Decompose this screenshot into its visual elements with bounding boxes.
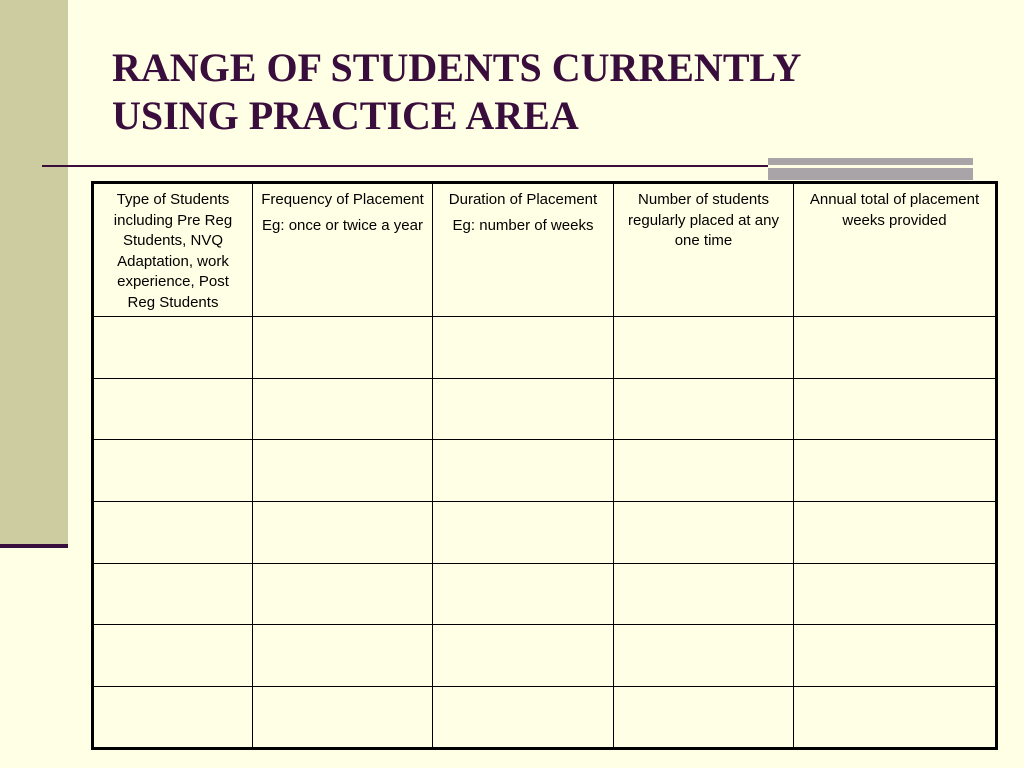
table-cell[interactable] (433, 687, 614, 749)
table-cell[interactable] (614, 317, 794, 379)
table-row (93, 378, 997, 440)
table-cell[interactable] (253, 687, 433, 749)
table-cell[interactable] (253, 317, 433, 379)
table-row (93, 625, 997, 687)
header-student-count (614, 183, 794, 317)
placement-table (91, 181, 998, 750)
header-annual-weeks (794, 183, 997, 317)
header-duration (433, 183, 614, 317)
table-row (93, 440, 997, 502)
table-cell[interactable] (794, 625, 997, 687)
table-row (93, 687, 997, 749)
table-cell[interactable] (253, 440, 433, 502)
slide-title (112, 44, 972, 140)
table-cell[interactable] (614, 440, 794, 502)
table-cell[interactable] (93, 625, 253, 687)
table-cell[interactable] (433, 625, 614, 687)
table-cell[interactable] (614, 378, 794, 440)
header-text: Duration of Placement (448, 191, 598, 208)
table-cell[interactable] (93, 440, 253, 502)
table-cell[interactable] (433, 563, 614, 625)
table-cell[interactable] (253, 502, 433, 564)
title-accent-bar (768, 158, 973, 180)
table-cell[interactable] (93, 687, 253, 749)
table-cell[interactable] (794, 687, 997, 749)
header-text: Number of students regularly placed at any one time (628, 191, 779, 249)
table-cell[interactable] (794, 440, 997, 502)
table-cell[interactable] (614, 687, 794, 749)
left-bar-rule (0, 544, 68, 548)
table-cell[interactable] (253, 563, 433, 625)
table-header-row (93, 183, 997, 317)
table-cell[interactable] (93, 502, 253, 564)
table-cell[interactable] (614, 502, 794, 564)
table-cell[interactable] (433, 440, 614, 502)
table-cell[interactable] (253, 625, 433, 687)
header-example: Eg: number of weeks (452, 216, 594, 234)
table-cell[interactable] (794, 502, 997, 564)
table-cell[interactable] (93, 317, 253, 379)
table-cell[interactable] (794, 378, 997, 440)
table-cell[interactable] (614, 563, 794, 625)
header-example: Eg: once or twice a year (262, 216, 423, 234)
header-text: Type of Students including Pre Reg Students, NVQ Adaptation, work experience, Post Reg Students (113, 191, 233, 311)
title-line-2: USING PRACTICE AREA (112, 93, 579, 138)
table-cell[interactable] (93, 563, 253, 625)
header-text: Frequency of Placement (261, 191, 424, 208)
table-cell[interactable] (93, 378, 253, 440)
table-row (93, 563, 997, 625)
header-student-type (93, 183, 253, 317)
header-text: Annual total of placement weeks provided (809, 191, 980, 229)
header-frequency (253, 183, 433, 317)
table-cell[interactable] (253, 378, 433, 440)
table-cell[interactable] (794, 317, 997, 379)
table-cell[interactable] (433, 502, 614, 564)
table-cell[interactable] (433, 317, 614, 379)
table-row (93, 317, 997, 379)
left-decorative-bar (0, 0, 68, 546)
table-cell[interactable] (794, 563, 997, 625)
title-line-1: RANGE OF STUDENTS CURRENTLY (112, 45, 802, 90)
table-cell[interactable] (433, 378, 614, 440)
table-row (93, 502, 997, 564)
table-cell[interactable] (614, 625, 794, 687)
